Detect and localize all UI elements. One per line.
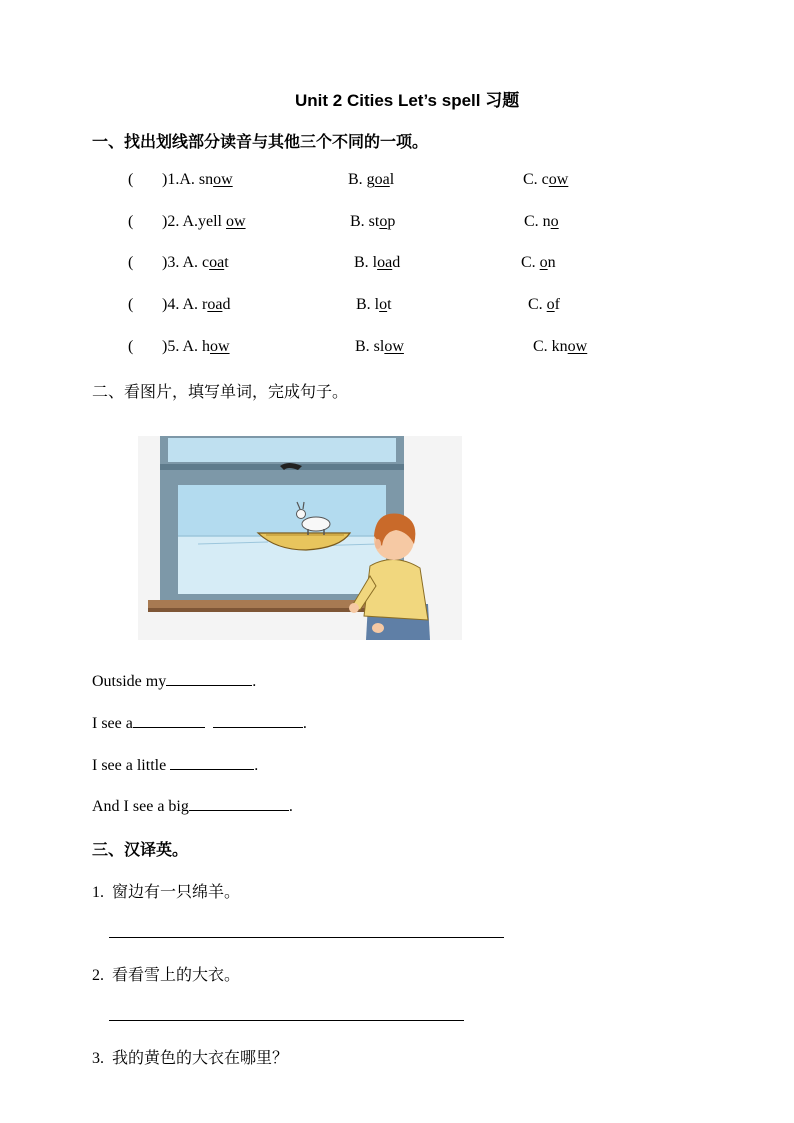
sentence-1: Outside my . — [92, 673, 257, 690]
answer-line-2[interactable] — [109, 1020, 464, 1021]
answer-blank[interactable] — [213, 713, 303, 728]
question-row-4: ( )4. A. road B. lot C. of — [128, 296, 560, 313]
answer-blank[interactable] — [170, 755, 254, 770]
page-title: Unit 2 Cities Let’s spell 习题 — [295, 91, 520, 110]
section1-heading: 一、找出划线部分读音与其他三个不同的一项。 — [92, 132, 429, 151]
translation-item-3: 3. 我的黄色的大衣在哪里？ — [92, 1048, 289, 1067]
answer-line-1[interactable] — [109, 937, 504, 938]
translation-item-1: 1. 窗边有一只绵羊。 — [92, 882, 241, 901]
sentence-2: I see a . — [92, 715, 307, 732]
answer-blank[interactable] — [189, 796, 289, 811]
answer-blank[interactable] — [133, 713, 205, 728]
question-row-2: ( )2. A.yell ow B. stop C. no — [128, 213, 559, 230]
question-row-5: ( )5. A. how B. slow C. know — [128, 338, 588, 355]
question-row-3: ( )3. A. coat B. load C. on — [128, 254, 556, 271]
window-boat-goat-illustration — [138, 436, 462, 640]
translation-item-2: 2. 看看雪上的大衣。 — [92, 965, 241, 984]
section2-heading: 二、看图片，填写单词，完成句子。 — [92, 382, 349, 401]
sentence-3: I see a little . — [92, 757, 259, 774]
section3-heading: 三、汉译英。 — [92, 840, 189, 859]
sentence-4: And I see a big . — [92, 798, 293, 815]
question-row-1: ( )1.A. snow B. goal C. cow — [128, 171, 569, 188]
answer-blank[interactable] — [166, 671, 252, 686]
